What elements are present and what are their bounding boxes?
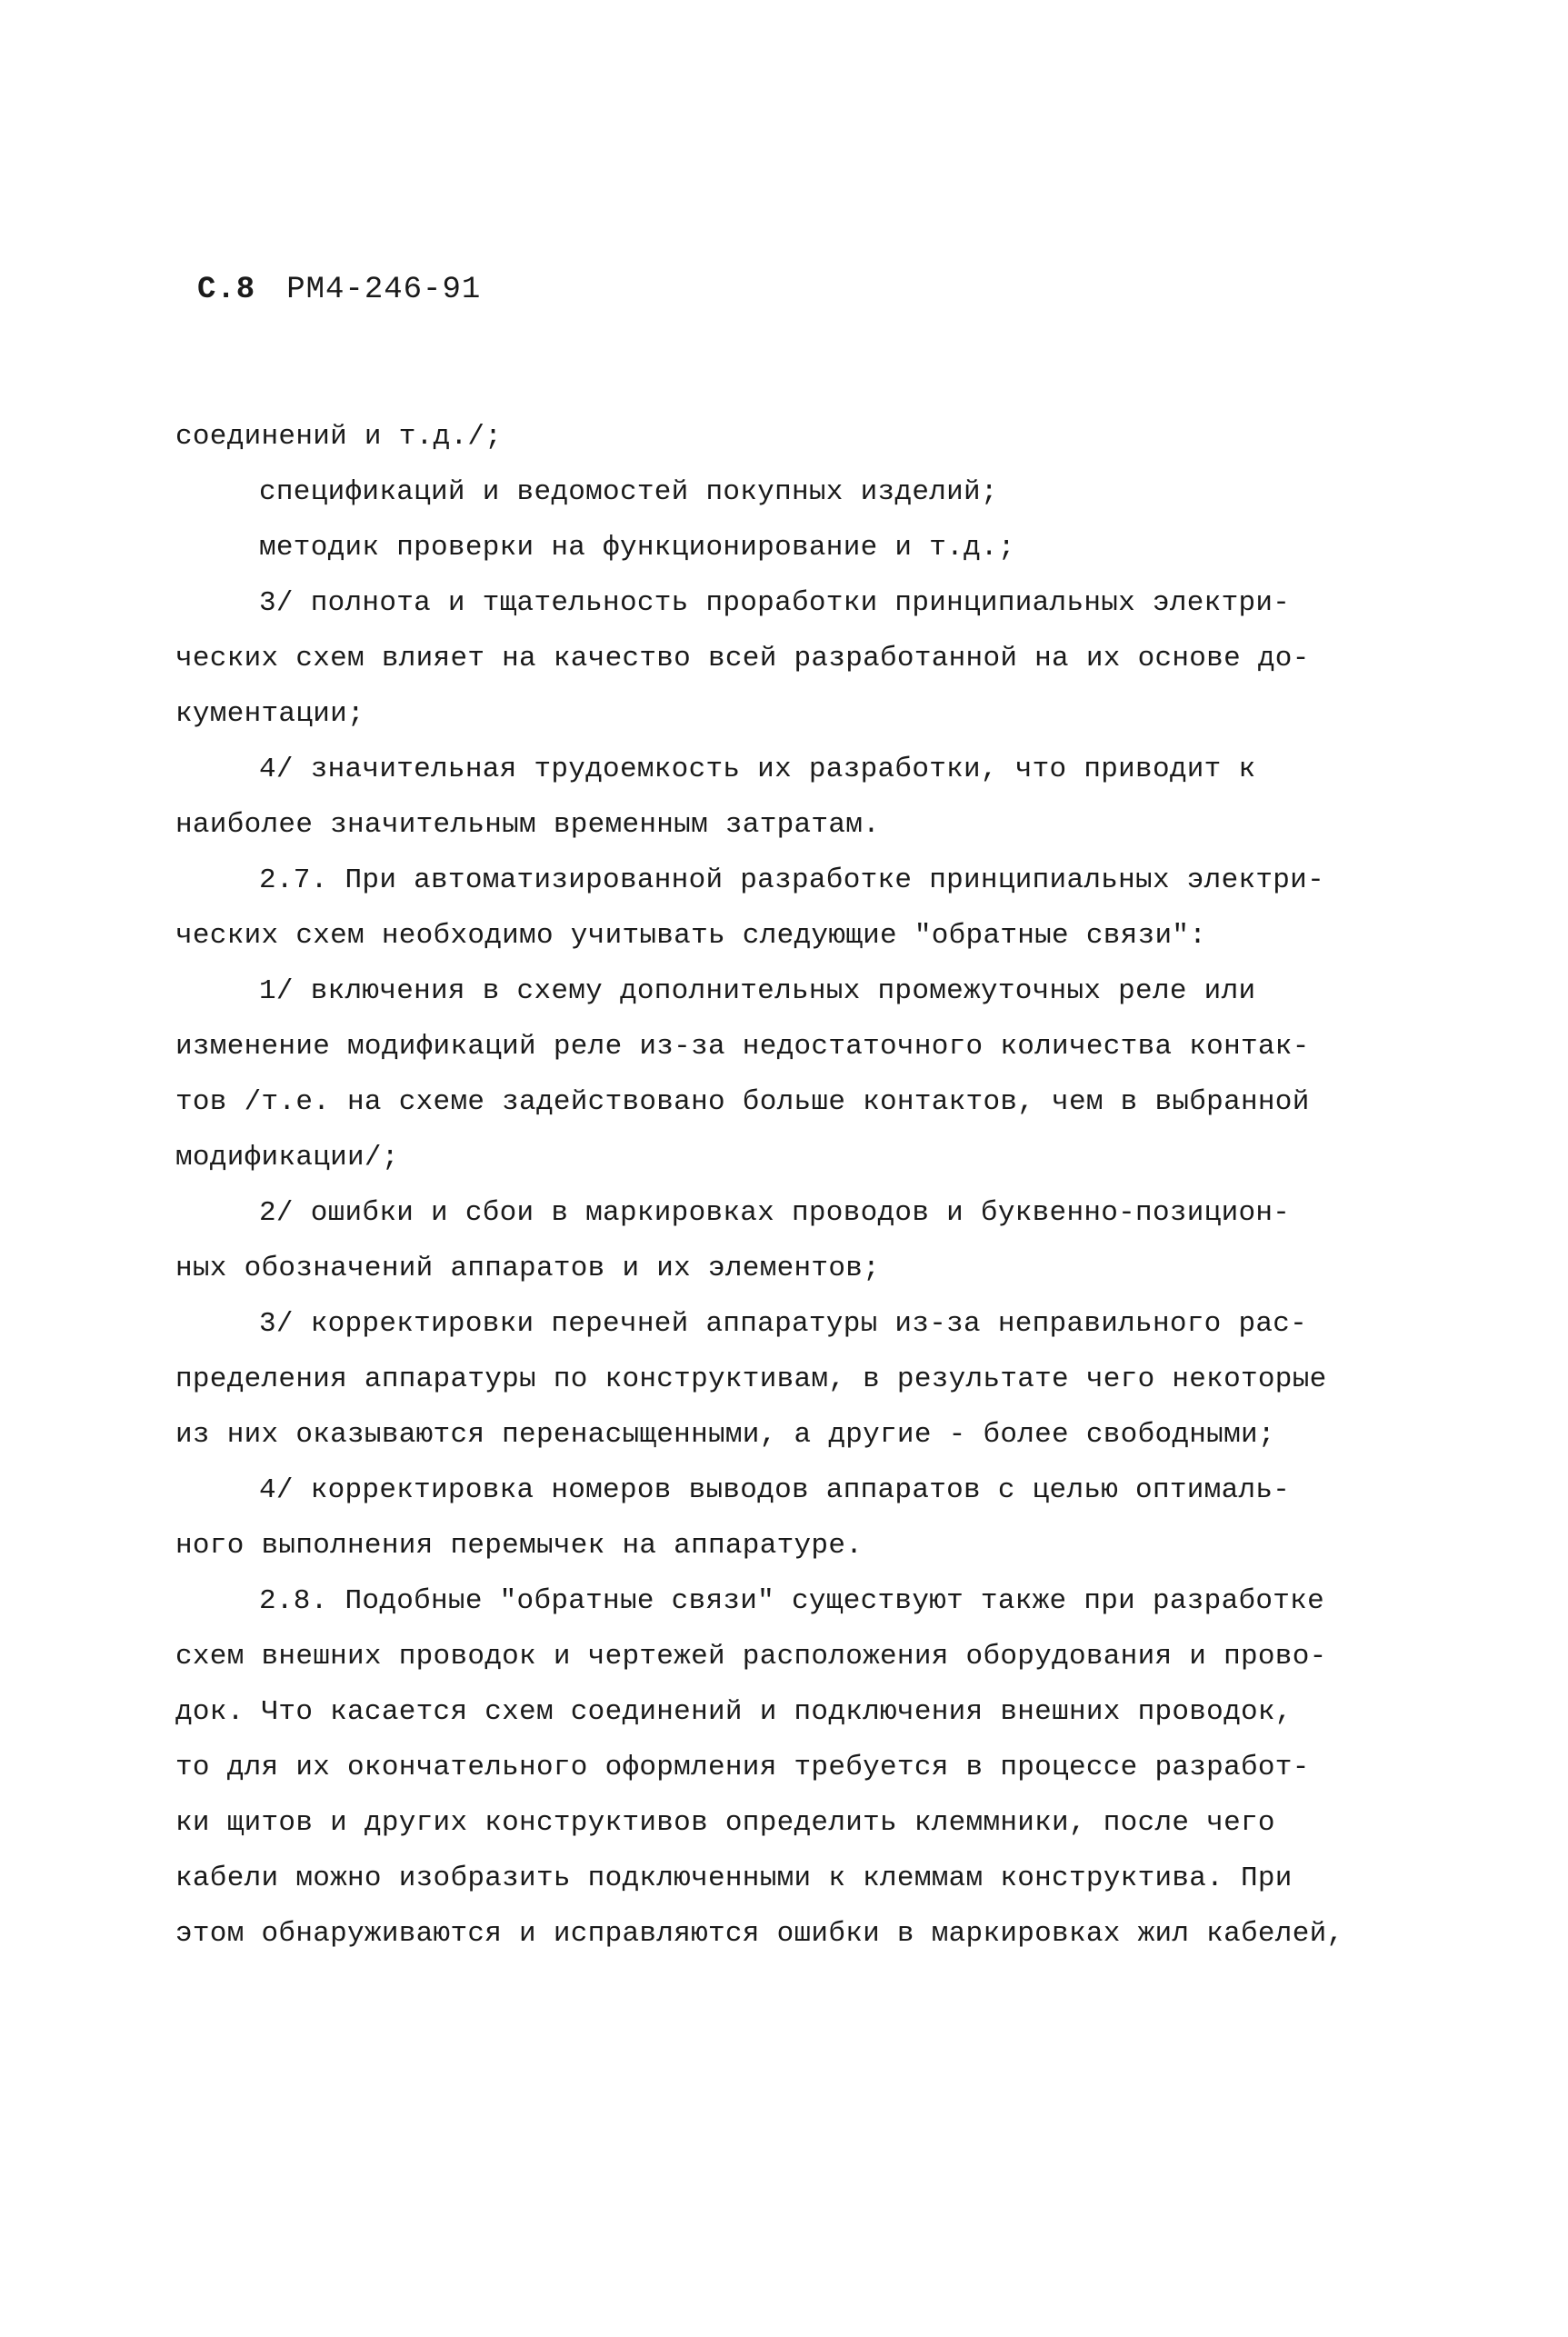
text-line: ческих схем необходимо учитывать следующие "обратные связи": (175, 920, 1207, 952)
document-body (175, 409, 1357, 1962)
text-line: ных обозначений аппаратов и их элементов; (175, 1253, 881, 1284)
text-line: этом обнаруживаются и исправляются ошибки в маркировках жил кабелей, (175, 1918, 1344, 1950)
text-line: соединений и т.д./; (175, 421, 503, 453)
text-line: методик проверки на функционирование и т.д.; (259, 532, 1015, 564)
text-line: ки щитов и других конструктивов определить клеммники, после чего (175, 1807, 1275, 1839)
text-line: пределения аппаратуры по конструктивам, в результате чего некоторые (175, 1363, 1327, 1395)
text-line: 4/ корректировка номеров выводов аппаратов с целью оптималь- (259, 1474, 1291, 1506)
text-line: из них оказываются перенасыщенными, а другие - более свободными; (175, 1419, 1275, 1451)
text-line: тов /т.е. на схеме задействовано больше контактов, чем в выбранной (175, 1086, 1310, 1118)
page-number: С.8 (197, 273, 256, 307)
text-line: 4/ значительная трудоемкость их разработки, что приводит к (259, 754, 1256, 785)
text-line: кабели можно изобразить подключенными к клеммам конструктива. При (175, 1863, 1293, 1894)
text-line: 1/ включения в схему дополнительных промежуточных реле или (259, 975, 1256, 1007)
text-line: 2.8. Подобные "обратные связи" существуют также при разработке (259, 1585, 1324, 1617)
text-line: модификации/; (175, 1142, 399, 1173)
page-header (197, 273, 481, 307)
text-line: то для их окончательного оформления требуется в процессе разработ- (175, 1752, 1310, 1783)
text-line: спецификаций и ведомостей покупных изделий; (259, 476, 998, 508)
document-code: РМ4-246-91 (286, 273, 482, 307)
text-line: 2.7. При автоматизированной разработке принципиальных электри- (259, 864, 1324, 896)
text-line: ческих схем влияет на качество всей разработанной на их основе до- (175, 643, 1310, 674)
text-line: 3/ корректировки перечней аппаратуры из-за неправильного рас- (259, 1308, 1308, 1340)
text-line: схем внешних проводок и чертежей расположения оборудования и прово- (175, 1641, 1327, 1673)
text-line: ного выполнения перемычек на аппаратуре. (175, 1530, 864, 1562)
text-line: док. Что касается схем соединений и подключения внешних проводок, (175, 1696, 1293, 1728)
text-line: 2/ ошибки и сбои в маркировках проводов и буквенно-позицион- (259, 1197, 1291, 1229)
text-line: изменение модификаций реле из-за недостаточного количества контак- (175, 1031, 1310, 1063)
text-line: кументации; (175, 698, 365, 730)
text-line: наиболее значительным временным затратам. (175, 809, 881, 841)
text-line: 3/ полнота и тщательность проработки принципиальных электри- (259, 587, 1291, 619)
